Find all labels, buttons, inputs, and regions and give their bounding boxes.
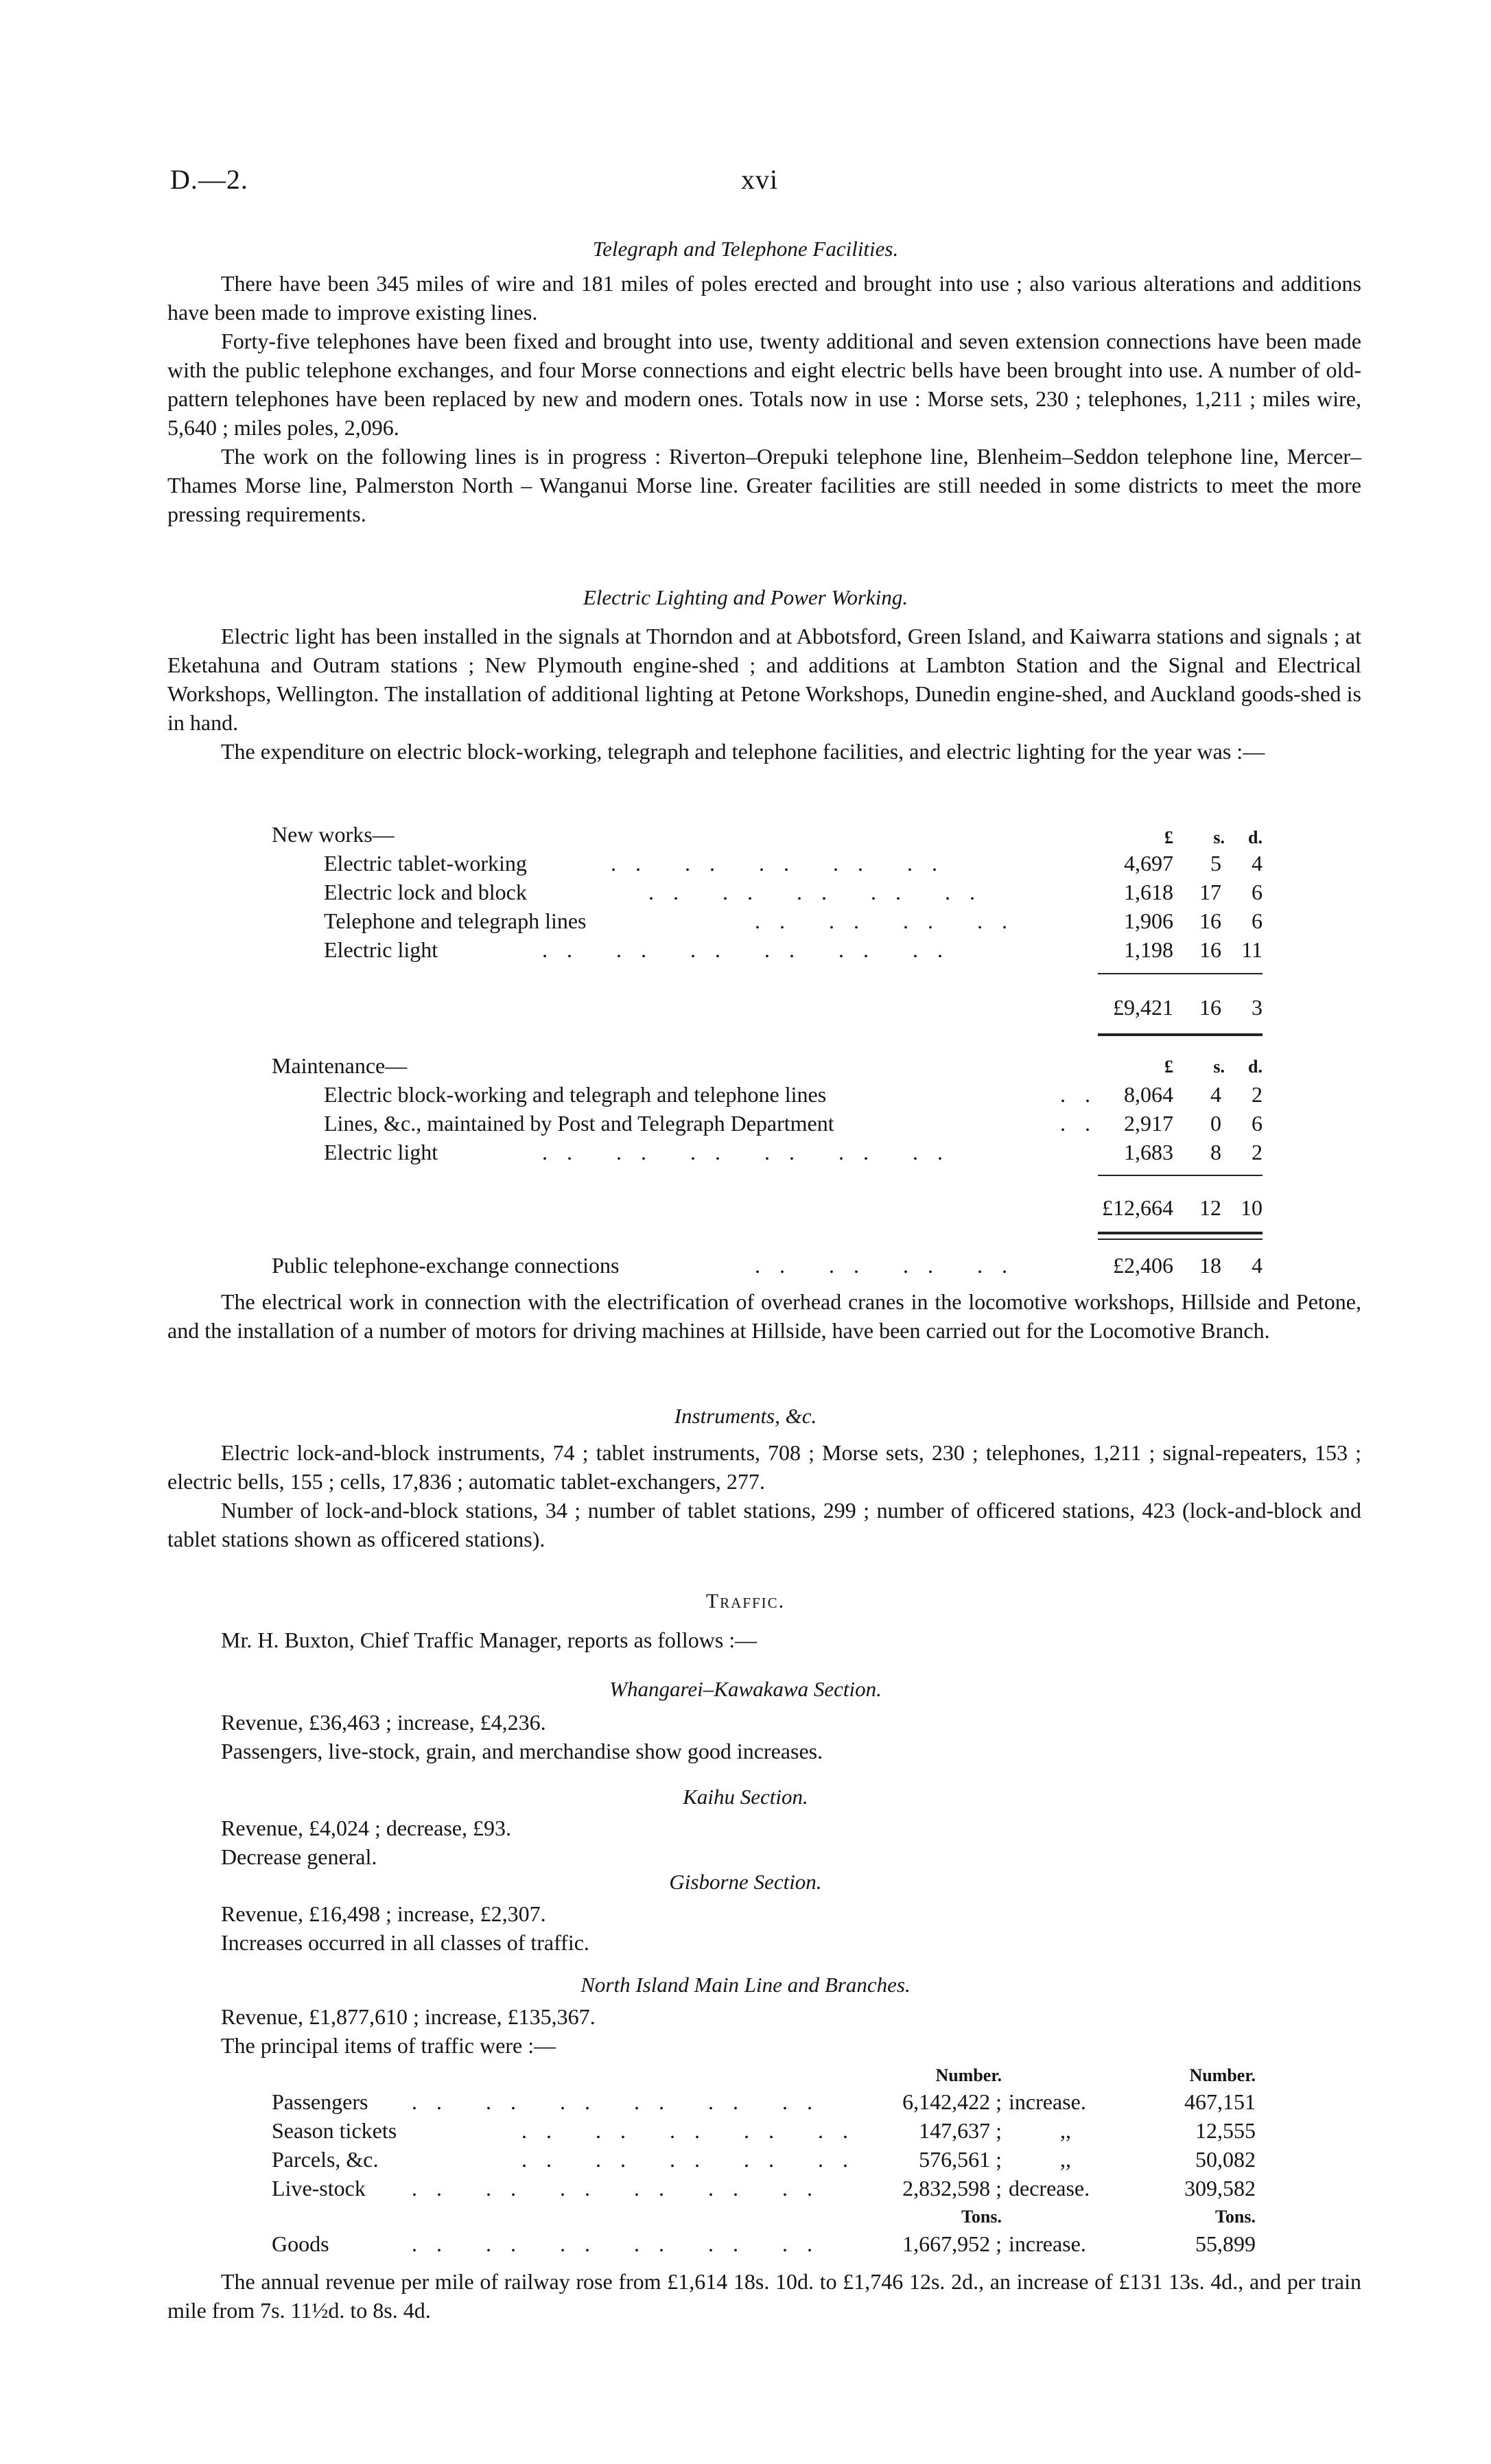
col-pounds: £ xyxy=(1164,1057,1173,1077)
new-works-label: New works— xyxy=(272,822,395,847)
total-rule xyxy=(1098,1033,1263,1036)
amount-pounds: 4,697 xyxy=(1124,851,1173,876)
traffic-delta: 467,151 xyxy=(1184,2089,1256,2114)
traffic-number: 576,561 ; xyxy=(919,2147,1002,2172)
page-reference: D.—2. xyxy=(170,164,248,195)
section-heading-instruments: Instruments, &c. xyxy=(674,1404,817,1428)
amount-pence: 4 xyxy=(1252,851,1263,876)
col-tons: Tons. xyxy=(961,2207,1002,2227)
expense-item: Electric tablet-working xyxy=(324,851,527,876)
traffic-item: Season tickets xyxy=(272,2118,397,2143)
amount-shillings: 0 xyxy=(1210,1111,1221,1136)
paragraph: Electric lock-and-block instruments, 74 ; tablet instruments, 708 ; Morse sets, 230 ; telephones, 1,211 ; signal-repeaters, 153 ; electric bells, 155 ; cells, 17,836 ; automatic tablet-exchangers, 277. xyxy=(167,1440,1361,1494)
traffic-item: Live-stock xyxy=(272,2176,366,2201)
revenue-line: Revenue, £4,024 ; decrease, £93. xyxy=(221,1816,511,1840)
traffic-delta: 309,582 xyxy=(1184,2176,1256,2201)
paragraph: The annual revenue per mile of railway rose from £1,614 18s. 10d. to £1,746 12s. 2d., an increase of £131 13s. 4d., and per train mile from 7s. 11½d. to 8s. 4d. xyxy=(167,2269,1361,2323)
remark-line: Increases occurred in all classes of traffic. xyxy=(221,1930,589,1955)
amount-shillings: 18 xyxy=(1199,1253,1221,1278)
leader-dots: .. .. .. .. .. xyxy=(611,851,956,876)
total-rule xyxy=(1098,1239,1263,1240)
traffic-item: Passengers xyxy=(272,2089,368,2114)
traffic-number: 6,142,422 ; xyxy=(902,2089,1002,2114)
traffic-delta: 12,555 xyxy=(1195,2118,1256,2143)
amount-pence: 4 xyxy=(1252,1253,1263,1278)
page-number: xvi xyxy=(741,164,779,195)
traffic-closing xyxy=(167,2267,1361,2325)
amount-pence: 2 xyxy=(1252,1082,1263,1107)
amount-shillings: 16 xyxy=(1199,937,1221,962)
amount-pence: 2 xyxy=(1252,1140,1263,1164)
electric-text xyxy=(167,622,1361,766)
amount-shillings: 5 xyxy=(1210,851,1221,876)
traffic-delta: 50,082 xyxy=(1195,2147,1256,2172)
section-heading-telegraph: Telegraph and Telephone Facilities. xyxy=(592,237,899,261)
leader-dots: .. xyxy=(1060,1082,1110,1107)
subsection-heading: Whangarei–Kawakawa Section. xyxy=(609,1677,882,1701)
section-heading-traffic: Traffic. xyxy=(705,1590,786,1612)
leader-dots: .. .. .. .. .. xyxy=(521,2118,867,2143)
paragraph: The expenditure on electric block-working, telegraph and telephone facilities, and electric lighting for the year was :— xyxy=(221,739,1265,764)
amount-shillings: 17 xyxy=(1199,880,1221,904)
leader-dots: .. .. .. .. xyxy=(755,908,1026,933)
col-number: Number. xyxy=(1189,2065,1256,2085)
amount-pounds: 1,618 xyxy=(1124,880,1173,904)
amount-pence: 6 xyxy=(1252,908,1263,933)
leader-dots: .. .. .. .. .. xyxy=(648,880,994,904)
expense-item: Lines, &c., maintained by Post and Telegraph Department xyxy=(324,1111,834,1136)
total-pence: 10 xyxy=(1241,1195,1263,1220)
amount-pounds: £2,406 xyxy=(1113,1253,1173,1278)
total-pounds: £12,664 xyxy=(1102,1195,1173,1220)
expense-item: Telephone and telegraph lines xyxy=(324,908,587,933)
remark-line: Passengers, live-stock, grain, and merchandise show good increases. xyxy=(221,1739,823,1763)
amount-pounds: 2,917 xyxy=(1124,1111,1173,1136)
subtotal-rule xyxy=(1098,1175,1263,1176)
revenue-line: Revenue, £16,498 ; increase, £2,307. xyxy=(221,1901,546,1926)
total-pence: 3 xyxy=(1252,995,1263,1020)
col-shillings: s. xyxy=(1213,1057,1225,1077)
col-tons: Tons. xyxy=(1214,2207,1256,2227)
col-shillings: s. xyxy=(1213,828,1225,847)
leader-dots: .. xyxy=(1060,1111,1110,1136)
traffic-change: decrease. xyxy=(1009,2176,1090,2201)
traffic-change: increase. xyxy=(1009,2231,1086,2256)
leader-dots: .. .. .. .. .. .. xyxy=(412,2089,832,2114)
expense-item: Electric light xyxy=(324,1140,438,1164)
leader-dots: .. .. .. .. .. .. xyxy=(542,1140,962,1164)
amount-pounds: 1,906 xyxy=(1124,908,1173,933)
traffic-change: ,, xyxy=(1060,2118,1071,2143)
amount-pounds: 1,198 xyxy=(1124,937,1173,962)
section-heading-electric: Electric Lighting and Power Working. xyxy=(583,585,908,609)
subtotal-rule xyxy=(1098,973,1263,974)
revenue-line: Revenue, £1,877,610 ; increase, £135,367. xyxy=(221,2004,596,2029)
amount-shillings: 8 xyxy=(1210,1140,1221,1164)
leader-dots: .. .. .. .. .. .. xyxy=(412,2176,832,2201)
expense-item: Electric light xyxy=(324,937,438,962)
subsection-heading: Gisborne Section. xyxy=(669,1870,822,1894)
remark-line: The principal items of traffic were :— xyxy=(221,2033,556,2058)
traffic-number: 147,637 ; xyxy=(919,2118,1002,2143)
paragraph: The work on the following lines is in progress : Riverton–Orepuki telephone line, Blenheim–Seddon telephone line, Mercer–Thames Morse line, Palmerston North – Wanganui Morse line. Greater facilities are still needed in some districts to meet the more pressing requirements. xyxy=(167,444,1361,526)
telegraph-text xyxy=(167,269,1361,528)
total-shillings: 16 xyxy=(1199,995,1221,1020)
revenue-line: Revenue, £36,463 ; increase, £4,236. xyxy=(221,1710,546,1735)
total-rule xyxy=(1098,1232,1263,1234)
maintenance-label: Maintenance— xyxy=(272,1053,408,1078)
traffic-number: 1,667,952 ; xyxy=(902,2231,1002,2256)
col-number: Number. xyxy=(935,2065,1002,2085)
traffic-intro: Mr. H. Buxton, Chief Traffic Manager, reports as follows :— xyxy=(221,1628,758,1652)
leader-dots: .. .. .. .. xyxy=(755,1253,1026,1278)
traffic-item: Goods xyxy=(272,2231,329,2256)
total-pounds: £9,421 xyxy=(1113,995,1173,1020)
paragraph: The electrical work in connection with the electrification of overhead cranes in the locomotive workshops, Hillside and Petone, and the installation of a number of motors for driving machines at Hillside, have been carried out for the Locomotive Branch. xyxy=(167,1289,1361,1343)
amount-shillings: 16 xyxy=(1199,908,1221,933)
col-pence: d. xyxy=(1248,828,1263,847)
col-pounds: £ xyxy=(1164,828,1173,847)
expense-item: Electric block-working and telegraph and telephone lines xyxy=(324,1082,827,1107)
exchange-item: Public telephone-exchange connections xyxy=(272,1253,620,1278)
amount-pounds: 8,064 xyxy=(1124,1082,1173,1107)
subsection-heading: North Island Main Line and Branches. xyxy=(580,1973,911,1997)
leader-dots: .. .. .. .. .. xyxy=(521,2147,867,2172)
amount-pence: 6 xyxy=(1252,880,1263,904)
traffic-change: ,, xyxy=(1060,2147,1071,2172)
paragraph: Number of lock-and-block stations, 34 ; number of tablet stations, 299 ; number of officered stations, 423 (lock-and-block and tablet stations shown as officered stations). xyxy=(167,1498,1361,1551)
amount-shillings: 4 xyxy=(1210,1082,1221,1107)
subsection-heading: Kaihu Section. xyxy=(683,1785,808,1809)
expense-item: Electric lock and block xyxy=(324,880,527,904)
amount-pence: 11 xyxy=(1241,937,1263,962)
paragraph: Electric light has been installed in the signals at Thorndon and at Abbotsford, Green Island, and Kaiwarra stations and signals ; at Eketahuna and Outram stations ; New Plymouth engine-shed ; and additions at Lambton Station and the Signal and Electrical Workshops, Wellington. The installation of additional lighting at Petone Workshops, Dunedin engine-shed, and Auckland goods-shed is in hand. xyxy=(167,624,1361,735)
amount-pounds: 1,683 xyxy=(1124,1140,1173,1164)
col-pence: d. xyxy=(1248,1057,1263,1077)
remark-line: Decrease general. xyxy=(221,1844,377,1869)
paragraph: There have been 345 miles of wire and 181 miles of poles erected and brought into use ; also various alterations and additions have been made to improve existing lines. xyxy=(167,271,1361,325)
traffic-change: increase. xyxy=(1009,2089,1086,2114)
traffic-item: Parcels, &c. xyxy=(272,2147,379,2172)
leader-dots: .. .. .. .. .. .. xyxy=(412,2231,832,2256)
traffic-number: 2,832,598 ; xyxy=(902,2176,1002,2201)
leader-dots: .. .. .. .. .. .. xyxy=(542,937,962,962)
total-shillings: 12 xyxy=(1199,1195,1221,1220)
traffic-delta: 55,899 xyxy=(1195,2231,1256,2256)
electric-closing xyxy=(167,1287,1361,1345)
paragraph: Forty-five telephones have been fixed and brought into use, twenty additional and seven extension connections have been made with the public telephone exchanges, and four Morse connections and eight electric bells have been brought into use. A number of old-pattern telephones have been replaced by new and modern ones. Totals now in use : Morse sets, 230 ; telephones, 1,211 ; miles wire, 5,640 ; miles poles, 2,096. xyxy=(167,329,1361,440)
instruments-text xyxy=(167,1438,1361,1553)
amount-pence: 6 xyxy=(1252,1111,1263,1136)
